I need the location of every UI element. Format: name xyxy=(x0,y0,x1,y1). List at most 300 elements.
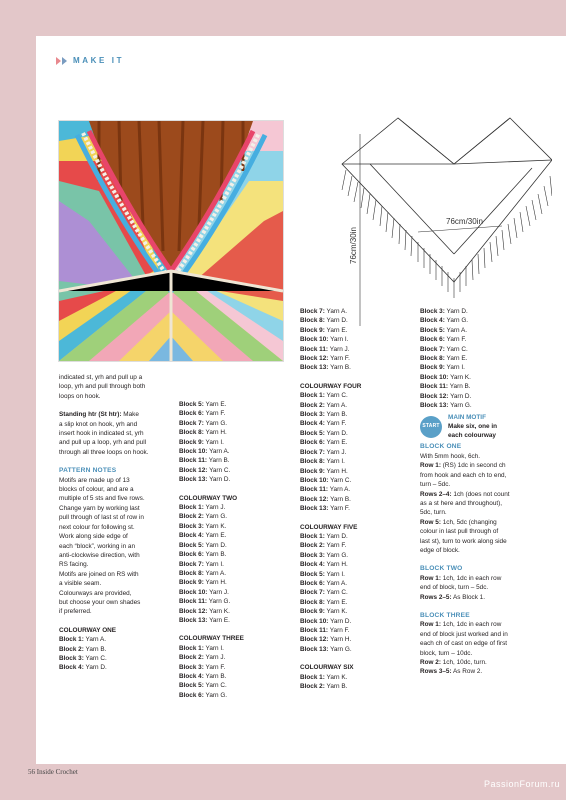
body-text: loop, yrh and pull through both xyxy=(59,383,146,391)
spacer xyxy=(179,625,294,634)
bold-label: Block 2: xyxy=(179,513,204,521)
body-text: Yarn F. xyxy=(324,420,347,428)
text-line xyxy=(420,499,540,508)
bold-label: Block 6: xyxy=(179,691,204,699)
text-line xyxy=(179,663,294,672)
body-text: through all three loops on hook. xyxy=(59,448,149,456)
bold-label: Block 5: xyxy=(179,682,204,690)
body-text: anti-clockwise direction, with xyxy=(59,551,140,559)
text-line xyxy=(179,475,294,484)
text-line xyxy=(179,691,294,700)
body-text: 1ch (does not count xyxy=(451,490,510,498)
bold-label: Block 13: xyxy=(300,505,329,513)
text-line xyxy=(420,658,540,667)
body-text: Yarn A. xyxy=(203,569,227,577)
body-text: Yarn G. xyxy=(203,513,228,521)
body-text: loops on hook. xyxy=(59,392,101,400)
text-line xyxy=(420,480,540,489)
bold-label: Block 12: xyxy=(300,495,329,503)
body-text: 1ch, 5dc (changing xyxy=(440,518,497,526)
body-text: Yarn A. xyxy=(324,308,348,315)
bold-label: Block 2: xyxy=(300,683,325,691)
poncho-outline xyxy=(342,118,552,282)
body-text: Yarn D. xyxy=(203,541,227,549)
body-text: Colourways are provided, xyxy=(59,589,132,597)
text-line xyxy=(420,490,540,499)
body-text: Yarn C. xyxy=(203,682,227,690)
body-text: Yarn J. xyxy=(203,504,226,512)
bold-label: Block 3: xyxy=(179,522,204,530)
text-line xyxy=(59,392,174,401)
body-text: Yarn D. xyxy=(324,532,348,540)
body-text: Yarn E. xyxy=(324,439,348,447)
bold-label: Block 3: xyxy=(300,411,325,419)
bold-label: Block 2: xyxy=(179,654,204,662)
spacer xyxy=(420,555,540,564)
section-heading: COLOURWAY SIX xyxy=(300,664,354,672)
text-line xyxy=(300,410,415,419)
text-line xyxy=(59,523,174,532)
text-line xyxy=(179,409,294,418)
text-line xyxy=(300,682,415,691)
page-footer xyxy=(28,768,78,776)
diagram-width-label: 76cm/30in xyxy=(446,217,483,226)
text-line xyxy=(420,508,540,517)
bold-label: Block 1: xyxy=(59,636,84,644)
body-text: Yarn I. xyxy=(444,364,465,372)
body-text: turn – 5dc. xyxy=(420,481,451,489)
body-text: end of block just worked and in xyxy=(420,630,508,638)
bold-label: Block 1: xyxy=(300,392,325,400)
text-line xyxy=(300,335,415,344)
text-line xyxy=(300,457,415,466)
text-line xyxy=(179,400,294,409)
bold-label: Block 2: xyxy=(300,542,325,550)
section-heading: COLOURWAY FIVE xyxy=(300,523,358,531)
text-line xyxy=(59,438,174,447)
body-text: Yarn K. xyxy=(324,608,348,616)
bold-label: Block 3: xyxy=(300,551,325,559)
body-text: Yarn H. xyxy=(324,561,348,569)
text-line xyxy=(179,653,294,662)
bold-label: Block 10: xyxy=(300,476,329,484)
text-line xyxy=(179,597,294,606)
callout-line: MAIN MOTIF xyxy=(448,414,486,422)
bold-label: Block 1: xyxy=(300,532,325,540)
text-line xyxy=(420,574,540,583)
body-text: if preferred. xyxy=(59,608,92,616)
body-text: Yarn F. xyxy=(328,627,350,634)
bold-label: Block 13: xyxy=(420,402,449,410)
bold-label: Block 12: xyxy=(300,636,329,644)
bold-label: Block 7: xyxy=(300,448,325,456)
text-line xyxy=(300,363,415,372)
text-line xyxy=(300,617,415,626)
text-line xyxy=(300,607,415,616)
bold-label: Block 9: xyxy=(300,467,325,475)
text-line xyxy=(300,570,415,579)
text-line xyxy=(179,681,294,690)
bold-label: Block 11: xyxy=(179,598,208,606)
bold-label: Block 7: xyxy=(420,345,445,353)
body-text: Yarn G. xyxy=(324,551,349,559)
body-text: Yarn B. xyxy=(324,683,348,691)
text-line xyxy=(59,420,174,429)
spacer xyxy=(59,457,174,466)
bold-label: Block 9: xyxy=(179,438,204,446)
bold-label: Block 10: xyxy=(179,448,208,456)
text-line xyxy=(59,542,174,551)
bold-label: Block 8: xyxy=(300,317,325,325)
text-line xyxy=(59,373,174,382)
section-heading: PATTERN NOTES xyxy=(59,467,117,475)
text-line xyxy=(420,593,540,602)
bold-label: Block 11: xyxy=(300,345,329,353)
spacer xyxy=(420,602,540,611)
bold-label: Block 3: xyxy=(420,308,445,315)
body-text: Yarn K. xyxy=(207,607,230,615)
text-line xyxy=(420,471,540,480)
body-text: Yarn D. xyxy=(324,429,348,437)
section-title: MAKE IT xyxy=(73,56,125,65)
section-header xyxy=(56,56,124,65)
bold-label: Block 2: xyxy=(300,401,325,409)
poncho-diagram xyxy=(322,114,552,336)
column-2 xyxy=(179,400,294,700)
body-text: Yarn B. xyxy=(328,495,351,503)
text-line xyxy=(179,588,294,597)
text-line xyxy=(300,673,415,682)
text-line xyxy=(300,579,415,588)
body-text: Yarn E. xyxy=(203,532,227,540)
text-line xyxy=(420,382,540,391)
text-line xyxy=(300,532,415,541)
text-line xyxy=(59,551,174,560)
bold-label: Block 3: xyxy=(59,654,84,662)
bold-label: Block 12: xyxy=(420,392,449,400)
bold-label: Block 6: xyxy=(179,410,204,418)
text-line xyxy=(300,560,415,569)
text-line xyxy=(179,466,294,475)
body-text: a visible seam. xyxy=(59,580,102,588)
bold-label: Block 4: xyxy=(179,532,204,540)
text-line xyxy=(59,504,174,513)
body-text: Motifs are made up of 13 xyxy=(59,476,130,484)
bold-label: Block 4: xyxy=(59,664,84,672)
body-text: end of block, turn – 5dc. xyxy=(420,584,489,592)
bold-label: Block 12: xyxy=(179,607,208,615)
body-text: blocks of colour, and are a xyxy=(59,486,134,494)
bold-label: Block 2: xyxy=(59,645,84,653)
bold-label: Row 1: xyxy=(420,621,441,629)
spacer xyxy=(300,654,415,663)
text-line xyxy=(420,373,540,382)
start-badge: START xyxy=(420,416,442,438)
body-text: Yarn I. xyxy=(203,438,224,446)
bold-label: Block 8: xyxy=(420,355,445,363)
bold-label: Block 5: xyxy=(179,401,204,408)
body-text: Yarn A. xyxy=(324,579,348,587)
bold-label: Block 7: xyxy=(179,560,204,568)
text-line xyxy=(59,513,174,522)
body-text: Yarn J. xyxy=(324,448,347,456)
text-line xyxy=(420,392,540,401)
body-text: Yarn D. xyxy=(444,308,468,315)
text-line xyxy=(300,316,415,325)
body-text: Yarn G. xyxy=(203,691,228,699)
body-text: Yarn K. xyxy=(203,522,227,530)
text-line xyxy=(59,532,174,541)
body-text: multiple of 5 sts and five rows. xyxy=(59,495,145,503)
body-text: Yarn A. xyxy=(444,326,468,334)
bold-label: Block 11: xyxy=(179,457,208,465)
text-line xyxy=(420,452,540,461)
body-text: Yarn A. xyxy=(328,486,351,494)
body-text: (RS) 1dc in second ch xyxy=(440,462,506,470)
text-line xyxy=(59,410,174,419)
text-line xyxy=(300,391,415,400)
bold-label: Standing htr (St htr): xyxy=(59,411,122,419)
bold-label: Block 4: xyxy=(179,672,204,680)
text-line xyxy=(179,672,294,681)
body-text: Yarn J. xyxy=(207,588,229,596)
text-line xyxy=(300,598,415,607)
text-line xyxy=(179,607,294,616)
bold-label: Block 7: xyxy=(179,419,204,427)
text-line xyxy=(300,467,415,476)
spacer xyxy=(59,617,174,626)
text-line xyxy=(179,560,294,569)
body-text: Yarn B. xyxy=(83,645,107,653)
text-line xyxy=(300,401,415,410)
bold-label: Block 10: xyxy=(300,617,329,625)
body-text: Yarn H. xyxy=(324,467,348,475)
body-text: Yarn I. xyxy=(328,336,349,344)
body-text: Yarn I. xyxy=(203,560,224,568)
body-text: Yarn C. xyxy=(444,345,468,353)
text-line xyxy=(300,354,415,363)
text-line xyxy=(300,645,415,654)
watermark: PassionForum.ru xyxy=(483,779,560,789)
bold-label: Block 5: xyxy=(420,326,445,334)
body-text: Yarn I. xyxy=(203,644,224,652)
bold-label: Block 13: xyxy=(179,616,208,624)
body-text: Yarn D. xyxy=(448,392,472,400)
body-text: Yarn A. xyxy=(83,636,107,644)
text-line xyxy=(59,589,174,598)
bold-label: Block 8: xyxy=(300,458,325,466)
text-line xyxy=(59,635,174,644)
text-line xyxy=(420,667,540,676)
body-text: RS facing. xyxy=(59,561,89,569)
text-line xyxy=(300,438,415,447)
text-line xyxy=(59,645,174,654)
text-line xyxy=(179,503,294,512)
bold-label: Block 5: xyxy=(300,429,325,437)
text-line xyxy=(420,630,540,639)
bold-label: Block 10: xyxy=(300,336,329,344)
bold-label: Block 11: xyxy=(300,627,329,634)
bold-label: Block 8: xyxy=(179,569,204,577)
body-text: last st), turn to work along side xyxy=(420,537,507,545)
text-line xyxy=(59,598,174,607)
body-text: Yarn F. xyxy=(203,663,226,671)
body-text: With 5mm hook, 6ch. xyxy=(420,452,481,460)
body-text: As Block 1. xyxy=(451,593,486,601)
bold-label: Block 10: xyxy=(420,373,449,381)
text-line xyxy=(59,654,174,663)
body-text: Yarn D. xyxy=(328,617,352,625)
text-line xyxy=(179,644,294,653)
text-line xyxy=(179,569,294,578)
body-text: but choose your own shades xyxy=(59,598,141,606)
body-text: Yarn E. xyxy=(207,616,230,624)
section-heading: COLOURWAY TWO xyxy=(179,494,238,502)
body-text: Yarn F. xyxy=(324,542,347,550)
bold-label: Block 9: xyxy=(300,608,325,616)
body-text: Yarn D. xyxy=(207,476,231,484)
body-text: Yarn C. xyxy=(324,589,348,597)
body-text: Yarn F. xyxy=(328,505,350,513)
text-line xyxy=(420,354,540,363)
bold-label: Block 6: xyxy=(300,579,325,587)
text-line xyxy=(300,485,415,494)
body-text: Yarn B. xyxy=(203,551,227,559)
magazine-name: Inside Crochet xyxy=(36,768,78,776)
text-line xyxy=(300,307,415,316)
body-text: Yarn B. xyxy=(324,411,348,419)
body-text: Yarn D. xyxy=(83,664,107,672)
header-arrows-icon xyxy=(56,57,67,65)
text-line xyxy=(300,551,415,560)
body-text: and pull up a loop, yrh and pull xyxy=(59,439,147,447)
bold-label: Block 1: xyxy=(179,504,204,512)
bold-label: Block 9: xyxy=(420,364,445,372)
page-number: 56 xyxy=(28,768,35,776)
text-line xyxy=(420,326,540,335)
body-text: 5dc, turn. xyxy=(420,509,447,517)
text-line xyxy=(179,512,294,521)
text-line xyxy=(300,541,415,550)
body-text: Yarn A. xyxy=(324,401,348,409)
text-line xyxy=(420,363,540,372)
body-text: Yarn H. xyxy=(328,636,352,644)
text-line xyxy=(420,546,540,555)
bold-label: Block 12: xyxy=(300,355,329,363)
text-line xyxy=(300,419,415,428)
bold-label: Block 11: xyxy=(300,486,329,494)
bold-label: Rows 2–4: xyxy=(420,490,452,498)
body-text: Yarn J. xyxy=(328,345,350,353)
body-text: Yarn I. xyxy=(324,458,345,466)
bold-label: Block 6: xyxy=(420,336,445,344)
bold-label: Block 8: xyxy=(300,598,325,606)
text-line xyxy=(420,461,540,470)
bold-label: Block 4: xyxy=(300,561,325,569)
bold-label: Block 7: xyxy=(300,308,325,315)
body-text: Work along side edge of xyxy=(59,533,128,541)
bold-label: Row 1: xyxy=(420,462,441,470)
body-text: block, turn – 10dc. xyxy=(420,649,473,657)
page xyxy=(36,36,566,764)
body-text: Yarn C. xyxy=(207,466,231,474)
text-line xyxy=(179,419,294,428)
body-text: Yarn F. xyxy=(328,355,350,363)
text-line xyxy=(179,531,294,540)
text-line xyxy=(420,316,540,325)
body-text: Yarn K. xyxy=(448,373,471,381)
bold-label: Block 6: xyxy=(179,551,204,559)
body-text: colour in last pull through of xyxy=(420,528,499,536)
text-line xyxy=(300,588,415,597)
text-line xyxy=(179,578,294,587)
text-line xyxy=(420,307,540,316)
body-text: Yarn H. xyxy=(203,579,227,587)
body-text: Yarn E. xyxy=(203,401,227,408)
text-line xyxy=(300,345,415,354)
text-line xyxy=(420,620,540,629)
body-text: Yarn E. xyxy=(324,326,348,334)
text-line xyxy=(179,616,294,625)
text-line xyxy=(420,527,540,536)
text-line xyxy=(300,635,415,644)
text-line xyxy=(59,579,174,588)
bold-label: Block 1: xyxy=(179,644,204,652)
bold-label: Block 11: xyxy=(420,383,449,391)
text-line xyxy=(420,639,540,648)
text-line xyxy=(59,429,174,438)
text-line xyxy=(420,583,540,592)
body-text: Yarn B. xyxy=(448,383,471,391)
body-text: Yarn G. xyxy=(203,419,228,427)
bold-label: Rows 3–5: xyxy=(420,668,452,676)
section-heading: BLOCK THREE xyxy=(420,611,470,619)
bold-label: Block 6: xyxy=(300,439,325,447)
text-line xyxy=(420,649,540,658)
text-line xyxy=(179,428,294,437)
body-text: Yarn C. xyxy=(324,392,348,400)
text-line xyxy=(59,570,174,579)
diagram-height-label: 76cm/30in xyxy=(349,227,358,264)
body-text: Yarn B. xyxy=(207,457,230,465)
body-text: Yarn E. xyxy=(324,598,348,606)
bold-label: Block 5: xyxy=(179,541,204,549)
callout-text xyxy=(448,413,497,440)
body-text: Yarn C. xyxy=(83,654,107,662)
body-text: Yarn K. xyxy=(324,673,348,681)
body-text: 1ch, 1dc in each row xyxy=(440,574,502,582)
text-line xyxy=(59,476,174,485)
bold-label: Block 8: xyxy=(179,429,204,437)
bold-label: Block 5: xyxy=(300,570,325,578)
body-text: Yarn F. xyxy=(203,410,226,418)
body-text: Yarn A. xyxy=(207,448,230,456)
body-text: Motifs are joined on RS with xyxy=(59,570,139,578)
bold-label: Row 2: xyxy=(420,659,441,666)
body-text: Yarn G. xyxy=(328,645,352,653)
body-text: each ch of cast on edge of first xyxy=(420,640,508,648)
text-line xyxy=(179,447,294,456)
bold-label: Block 4: xyxy=(300,420,325,428)
text-line xyxy=(179,541,294,550)
bold-label: Block 12: xyxy=(179,466,208,474)
body-text: Yarn B. xyxy=(203,672,227,680)
body-text: pull through of last st of row in xyxy=(59,514,144,522)
text-line xyxy=(420,345,540,354)
text-line xyxy=(59,382,174,391)
section-heading: COLOURWAY FOUR xyxy=(300,382,362,390)
spacer xyxy=(59,401,174,410)
